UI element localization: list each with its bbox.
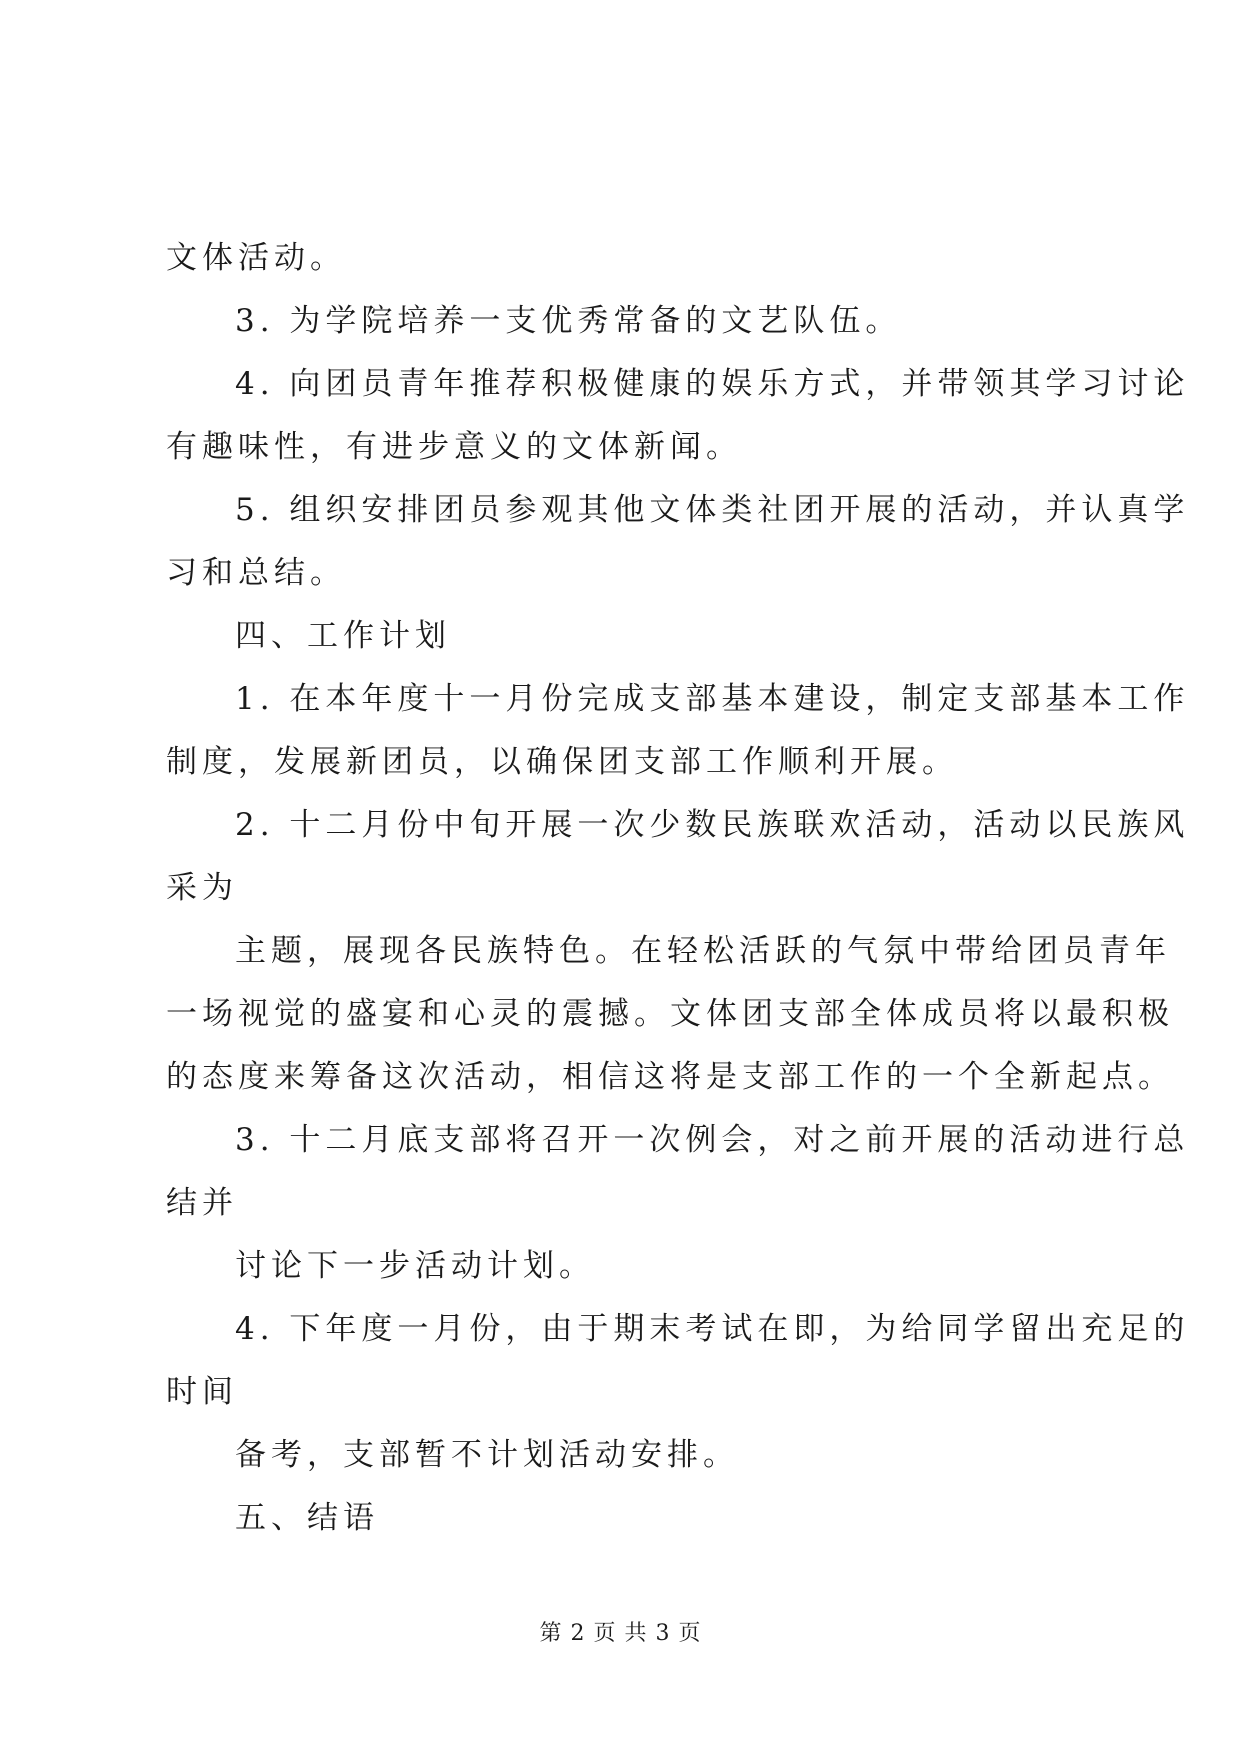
text-line: 采为: [166, 870, 238, 906]
text-line: 备考，支部暂不计划活动安排。: [235, 1437, 739, 1473]
document-body: [166, 227, 1190, 1550]
text-line: 时间: [166, 1374, 238, 1410]
text-line: 5. 组织安排团员参观其他文体类社团开展的活动，并认真学: [235, 492, 1190, 528]
section-heading: 五、结语: [235, 1500, 379, 1536]
text-line: 讨论下一步活动计划。: [235, 1248, 595, 1284]
text-line: 主题，展现各民族特色。在轻松活跃的气氛中带给团员青年: [235, 933, 1171, 969]
text-line: 1. 在本年度十一月份完成支部基本建设，制定支部基本工作: [235, 681, 1190, 717]
page-footer: 第 2 页 共 3 页: [539, 1621, 702, 1646]
text-line: 习和总结。: [166, 555, 346, 591]
text-line: 3. 十二月底支部将召开一次例会，对之前开展的活动进行总: [235, 1122, 1190, 1158]
text-line: 4. 下年度一月份，由于期末考试在即，为给同学留出充足的: [235, 1311, 1190, 1347]
text-line: 2. 十二月份中旬开展一次少数民族联欢活动，活动以民族风: [235, 807, 1190, 843]
text-line: 有趣味性，有进步意义的文体新闻。: [166, 429, 742, 465]
text-line: 的态度来筹备这次活动，相信这将是支部工作的一个全新起点。: [166, 1059, 1174, 1095]
text-line: 文体活动。: [166, 240, 346, 276]
text-line: 一场视觉的盛宴和心灵的震撼。文体团支部全体成员将以最积极: [166, 996, 1174, 1032]
text-line: 4. 向团员青年推荐积极健康的娱乐方式，并带领其学习讨论: [235, 366, 1190, 402]
section-heading: 四、工作计划: [235, 618, 451, 654]
text-line: 制度，发展新团员，以确保团支部工作顺利开展。: [166, 744, 958, 780]
text-line: 3. 为学院培养一支优秀常备的文艺队伍。: [235, 303, 902, 339]
text-line: 结并: [166, 1185, 238, 1221]
